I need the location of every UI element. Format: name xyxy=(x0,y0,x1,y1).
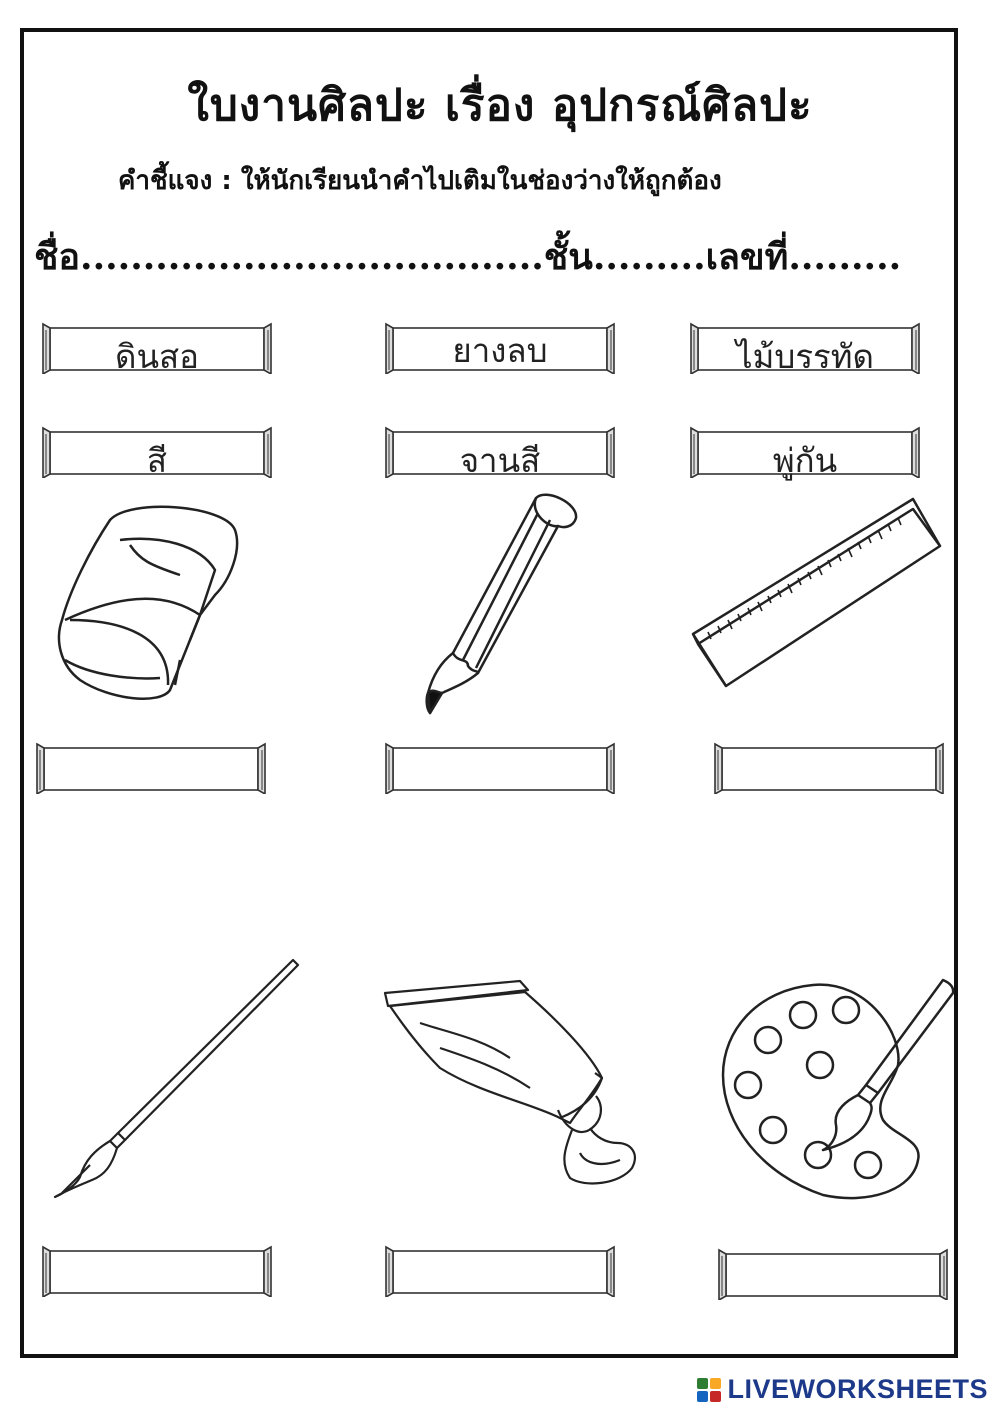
worksheet-title: ใบงานศิลปะ เรื่อง อุปกรณ์ศิลปะ xyxy=(187,80,813,131)
answer-box[interactable] xyxy=(712,742,946,794)
answer-box[interactable] xyxy=(383,1245,617,1297)
word-bank-label: พู่กัน xyxy=(772,441,838,480)
word-bank-item[interactable] xyxy=(40,322,274,374)
eraser-icon xyxy=(50,500,250,710)
palette-icon xyxy=(718,975,958,1200)
word-bank-label: ไม้บรรทัด xyxy=(736,337,874,376)
word-bank-item[interactable] xyxy=(688,322,922,374)
word-bank-label: ยางลบ xyxy=(452,331,548,370)
word-bank-item[interactable] xyxy=(40,426,274,478)
word-bank-label: สี xyxy=(146,441,168,480)
word-bank-item[interactable] xyxy=(383,426,617,478)
brand-name: LIVEWORKSHEETS xyxy=(727,1374,988,1404)
word-bank-label: จานสี xyxy=(459,441,541,480)
word-bank-item[interactable] xyxy=(688,426,922,478)
answer-box[interactable] xyxy=(383,742,617,794)
answer-box[interactable] xyxy=(40,1245,274,1297)
answer-box[interactable] xyxy=(34,742,268,794)
paint-tube-icon xyxy=(380,978,642,1190)
ruler-icon xyxy=(688,494,946,692)
liveworksheets-brand[interactable] xyxy=(697,1374,988,1405)
pencil-icon xyxy=(418,488,583,720)
paintbrush-icon xyxy=(50,955,305,1200)
word-bank-item[interactable] xyxy=(383,322,617,374)
student-info-line: ชื่อ.....................................ชั้น.........เลขที่......... xyxy=(34,236,902,278)
answer-box[interactable] xyxy=(716,1248,950,1300)
liveworksheets-logo-icon xyxy=(697,1378,721,1402)
instruction-text: คำชี้แจง : ให้นักเรียนนำคำไปเติมในช่องว่างให้ถูกต้อง xyxy=(118,166,722,196)
word-bank-label: ดินสอ xyxy=(115,337,199,376)
